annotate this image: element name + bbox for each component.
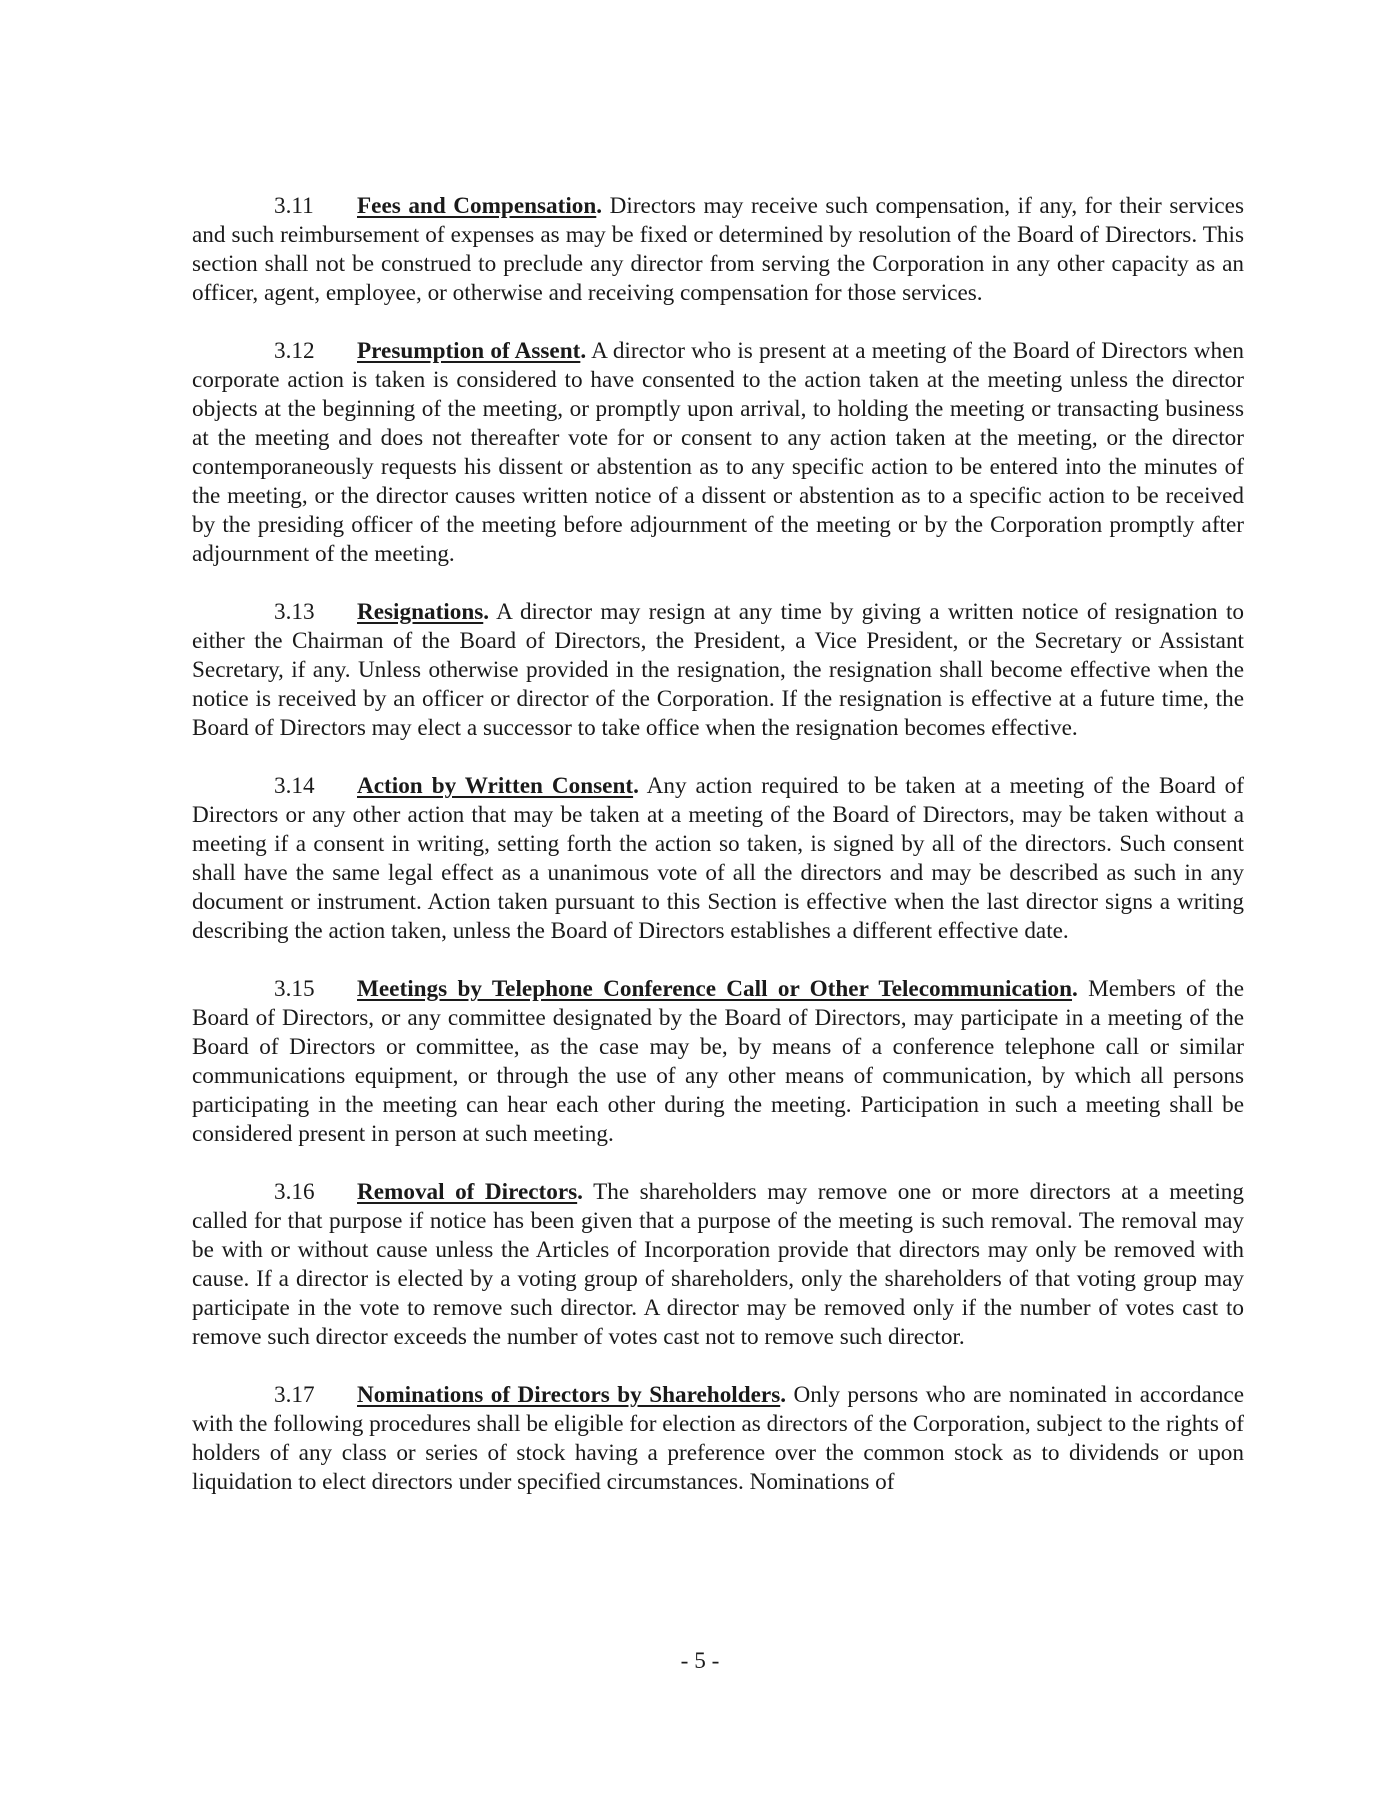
section-heading: Removal of Directors <box>357 1179 578 1205</box>
section-heading: Presumption of Assent <box>357 338 581 364</box>
section-number: 3.11 <box>274 193 314 219</box>
section-number: 3.14 <box>274 773 315 799</box>
page-number: - 5 - <box>680 1648 720 1674</box>
section-number: 3.13 <box>274 599 315 625</box>
section-3-15: 3.15 Meetings by Telephone Conference Call or Other Telecommunication. Members of the Board of Directors, or any committee designated by the Board of Directors, may participate in a meeting of the Board of Directors or committee, as the case may be, by means of a conference telephone call or similar communications equipment, or through the use of any other means of communication, by which all persons participating in the meeting can hear each other during the meeting. Participation in such a meeting shall be considered present in person at such meeting. <box>192 976 1244 1147</box>
section-text: The shareholders may remove one or more directors at a meeting called for that purpose if notice has been given that a purpose of the meeting is such removal. The removal may be with or without cause unless the Articles of Incorporation provide that directors may only be removed with cause. If a director is elected by a voting group of shareholders, only the shareholders of that voting group may participate in the vote to remove such director. A director may be removed only if the number of votes cast to remove such director exceeds the number of votes cast not to remove such director. <box>192 1179 1244 1350</box>
section-number: 3.15 <box>274 976 315 1002</box>
section-3-13: 3.13 Resignations. A director may resign at any time by giving a written notice of resignation to either the Chairman of the Board of Directors, the President, a Vice President, or the Secretary or Assistant Secretary, if any. Unless otherwise provided in the resignation, the resignation shall become effective when the notice is received by an officer or director of the Corporation. If the resignation is effective at a future time, the Board of Directors may elect a successor to take office when the resignation becomes effective. <box>192 599 1244 741</box>
section-3-17: 3.17 Nominations of Directors by Shareholders. Only persons who are nominated in accordance with the following procedures shall be eligible for election as directors of the Corporation, subject to the rights of holders of any class or series of stock having a preference over the common stock as to dividends or upon liquidation to elect directors under specified circumstances. Nominations of <box>192 1382 1245 1495</box>
section-number: 3.16 <box>274 1179 315 1205</box>
section-heading: Resignations <box>357 599 484 625</box>
document-body <box>192 192 1244 1497</box>
section-text: Only persons who are nominated in accordance with the following procedures shall be eligible for election as directors of the Corporation, subject to the rights of holders of any class or series of stock having a preference over the common stock as to dividends or upon liquidation to elect directors under specified circumstances. Nominations of <box>192 1382 1245 1495</box>
section-number: 3.17 <box>274 1382 315 1408</box>
section-heading: Action by Written Consent <box>357 773 634 799</box>
section-number: 3.12 <box>274 338 315 364</box>
section-text: Any action required to be taken at a meeting of the Board of Directors or any other action that may be taken at a meeting of the Board of Directors, may be taken without a meeting if a consent in writing, setting forth the action so taken, is signed by all of the directors. Such consent shall have the same legal effect as a unanimous vote of all the directors and may be described as such in any document or instrument. Action taken pursuant to this Section is effective when the last director signs a writing describing the action taken, unless the Board of Directors establishes a different effective date. <box>192 773 1244 944</box>
section-text: Members of the Board of Directors, or any committee designated by the Board of Directors, may participate in a meeting of the Board of Directors or committee, as the case may be, by means of a conference telephone call or similar communications equipment, or through the use of any other means of communication, by which all persons participating in the meeting can hear each other during the meeting. Participation in such a meeting shall be considered present in person at such meeting. <box>192 976 1244 1147</box>
section-text: Directors may receive such compensation, if any, for their services and such reimbursement of expenses as may be fixed or determined by resolution of the Board of Directors. This section shall not be construed to preclude any director from serving the Corporation in any other capacity as an officer, agent, employee, or otherwise and receiving compensation for those services. <box>192 193 1244 306</box>
section-heading: Meetings by Telephone Conference Call or Other Telecommunication <box>357 976 1073 1002</box>
section-3-12: 3.12 Presumption of Assent. A director who is present at a meeting of the Board of Directors when corporate action is taken is considered to have consented to the action taken at the meeting unless the director objects at the beginning of the meeting, or promptly upon arrival, to holding the meeting or transacting business at the meeting and does not thereafter vote for or consent to any action taken at the meeting, or the director contemporaneously requests his dissent or abstention as to any specific action to be entered into the minutes of the meeting, or the director causes written notice of a dissent or abstention as to a specific action to be received by the presiding officer of the meeting before adjournment of the meeting or by the Corporation promptly after adjournment of the meeting. <box>192 338 1244 567</box>
section-3-11: 3.11 Fees and Compensation. Directors may receive such compensation, if any, for their services and such reimbursement of expenses as may be fixed or determined by resolution of the Board of Directors. This section shall not be construed to preclude any director from serving the Corporation in any other capacity as an officer, agent, employee, or otherwise and receiving compensation for those services. <box>192 193 1244 306</box>
section-3-14: 3.14 Action by Written Consent. Any action required to be taken at a meeting of the Board of Directors or any other action that may be taken at a meeting of the Board of Directors, may be taken without a meeting if a consent in writing, setting forth the action so taken, is signed by all of the directors. Such consent shall have the same legal effect as a unanimous vote of all the directors and may be described as such in any document or instrument. Action taken pursuant to this Section is effective when the last director signs a writing describing the action taken, unless the Board of Directors establishes a different effective date. <box>192 773 1244 944</box>
section-3-16: 3.16 Removal of Directors. The shareholders may remove one or more directors at a meeting called for that purpose if notice has been given that a purpose of the meeting is such removal. The removal may be with or without cause unless the Articles of Incorporation provide that directors may only be removed with cause. If a director is elected by a voting group of shareholders, only the shareholders of that voting group may participate in the vote to remove such director. A director may be removed only if the number of votes cast to remove such director exceeds the number of votes cast not to remove such director. <box>192 1179 1244 1350</box>
section-text: A director who is present at a meeting of the Board of Directors when corporate action is taken is considered to have consented to the action taken at the meeting unless the director objects at the beginning of the meeting, or promptly upon arrival, to holding the meeting or transacting business at the meeting and does not thereafter vote for or consent to any action taken at the meeting, or the director contemporaneously requests his dissent or abstention as to any specific action to be entered into the minutes of the meeting, or the director causes written notice of a dissent or abstention as to a specific action to be received by the presiding officer of the meeting before adjournment of the meeting or by the Corporation promptly after adjournment of the meeting. <box>192 338 1244 567</box>
section-heading: Nominations of Directors by Shareholders <box>357 1382 781 1408</box>
section-heading: Fees and Compensation <box>357 193 597 219</box>
section-text: A director may resign at any time by giving a written notice of resignation to either the Chairman of the Board of Directors, the President, a Vice President, or the Secretary or Assistant Secretary, if any. Unless otherwise provided in the resignation, the resignation shall become effective when the notice is received by an officer or director of the Corporation. If the resignation is effective at a future time, the Board of Directors may elect a successor to take office when the resignation becomes effective. <box>192 599 1244 741</box>
